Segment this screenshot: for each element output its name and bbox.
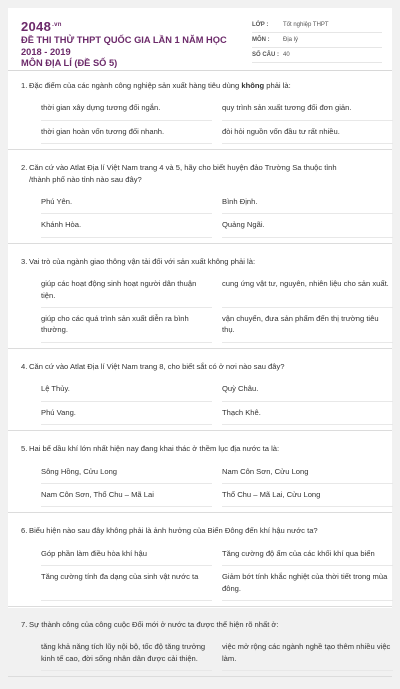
answer-option[interactable]: Phú Yên. <box>41 191 212 214</box>
question-divider <box>8 671 392 677</box>
answer-option[interactable]: Sông Hồng, Cửu Long <box>41 461 212 484</box>
meta-value: Tốt nghiệp THPT <box>283 22 329 28</box>
answer-option[interactable]: Quảng Ngãi. <box>222 214 393 237</box>
question-prompt-part: Đặc điểm của các ngành công nghiệp sản xuất hàng tiêu dùng <box>29 81 242 90</box>
answer-option[interactable]: Bình Định. <box>222 191 393 214</box>
question-number: 6. <box>21 526 28 536</box>
answer-option[interactable]: tăng khả năng tích lũy nội bộ, tốc độ tăng trưởng kinh tế cao, đời sống nhân dân được cải thiện. <box>41 636 212 671</box>
answer-option[interactable]: vận chuyển, đưa sản phẩm đến thị trường tiêu thụ. <box>222 308 393 343</box>
question-prompt <box>29 619 359 630</box>
answer-option[interactable]: Thổ Chu – Mã Lai, Cửu Long <box>222 484 393 507</box>
question-block <box>8 361 392 431</box>
question-divider <box>8 238 392 244</box>
answer-options <box>8 543 392 601</box>
answer-option[interactable]: Giảm bớt tính khắc nghiệt của thời tiết trong mùa đông. <box>222 566 393 601</box>
answer-option[interactable]: cung ứng vật tư, nguyên, nhiên liệu cho sản xuất. <box>222 273 393 308</box>
question-text <box>8 525 392 536</box>
answer-option[interactable]: Tăng cường độ ẩm của các khối khí qua biển <box>222 543 393 566</box>
question-list <box>8 80 392 689</box>
meta-key: MÔN : <box>252 37 270 43</box>
answer-option[interactable]: thời gian xây dựng tương đối ngắn. <box>41 97 212 120</box>
answer-option[interactable]: Nam Côn Sơn, Cửu Long <box>222 461 393 484</box>
question-prompt <box>29 162 359 185</box>
answer-option[interactable]: quy trình sản xuất tương đối đơn giản. <box>222 97 393 120</box>
answer-option[interactable]: đòi hỏi nguồn vốn đầu tư rất nhiều. <box>222 121 393 144</box>
logo-text: 2048 <box>21 19 52 34</box>
answer-option[interactable]: Góp phần làm điều hòa khí hậu <box>41 543 212 566</box>
question-prompt-part: Sự thành công của công cuộc Đổi mới ở nước ta được thể hiện rõ nhất ở: <box>29 619 279 629</box>
question-number: 7. <box>21 619 28 629</box>
question-number: 1. <box>21 81 28 90</box>
meta-value: Địa lý <box>283 37 299 43</box>
question-block <box>8 80 392 150</box>
answer-options <box>8 378 392 425</box>
question-block <box>8 525 392 607</box>
question-prompt-part: Căn cứ vào Atlat Địa lí Việt Nam trang 4 và 5, hãy cho biết huyện đảo Trường Sa thuộc tỉnh /thành phố nào tỉnh nào sau đây? <box>29 163 337 184</box>
answer-options <box>8 273 392 343</box>
question-text <box>8 619 392 630</box>
answer-option[interactable]: Khánh Hòa. <box>41 214 212 237</box>
question-block <box>8 162 392 244</box>
meta-row-subject <box>252 33 382 48</box>
question-block <box>8 443 392 513</box>
answer-option[interactable]: Lệ Thủy. <box>41 378 212 401</box>
question-text <box>8 162 392 185</box>
question-number: 5. <box>21 444 28 454</box>
answer-option[interactable]: thời gian hoàn vốn tương đối nhanh. <box>41 121 212 144</box>
answer-option[interactable]: Nam Côn Sơn, Thổ Chu – Mã Lai <box>41 484 212 507</box>
exam-title-line-1: ĐỀ THI THỬ THPT QUỐC GIA LẦN 1 NĂM HỌC 2018 - 2019 <box>21 35 227 57</box>
question-divider <box>8 144 392 150</box>
question-prompt-part: phải là: <box>264 81 291 90</box>
question-prompt <box>29 80 359 91</box>
question-prompt <box>29 256 359 267</box>
answer-option[interactable]: giúp các hoạt động sinh hoạt người dân thuận tiện. <box>41 273 212 308</box>
answer-option[interactable]: Tăng cường tính đa dạng của sinh vật nước ta <box>41 566 212 601</box>
question-text <box>8 443 392 454</box>
question-prompt-part: Vai trò của ngành giao thông vận tải đối với sản xuất không phải là: <box>29 256 256 266</box>
exam-header <box>8 8 392 71</box>
question-number: 3. <box>21 256 28 266</box>
question-divider <box>8 507 392 513</box>
answer-options <box>8 191 392 238</box>
answer-option[interactable]: giúp cho các quá trình sản xuất diễn ra bình thường. <box>41 308 212 343</box>
question-prompt-part: Hai bể dầu khí lớn nhất hiện nay đang khai thác ở thềm lục địa nước ta là: <box>29 444 280 454</box>
exam-sheet <box>8 8 392 663</box>
question-prompt <box>29 361 359 372</box>
question-block <box>8 619 392 677</box>
answer-options <box>8 461 392 508</box>
answer-option[interactable]: việc mở rộng các ngành nghề tạo thêm nhiều việc làm. <box>222 636 393 671</box>
meta-key: SỐ CÂU : <box>252 52 279 58</box>
question-number: 2. <box>21 163 28 173</box>
exam-title <box>21 35 246 70</box>
question-divider <box>8 425 392 431</box>
meta-row-class <box>252 18 382 33</box>
meta-key: LỚP : <box>252 22 269 28</box>
exam-meta-table <box>252 18 382 63</box>
answer-option[interactable]: Thạch Khê. <box>222 402 393 425</box>
question-text <box>8 256 392 267</box>
question-prompt <box>29 525 359 536</box>
site-logo[interactable] <box>21 19 62 34</box>
question-text <box>8 80 392 91</box>
question-divider <box>8 601 392 607</box>
answer-options <box>8 636 392 671</box>
question-text <box>8 361 392 372</box>
logo-suffix: .vn <box>52 21 62 28</box>
answer-option[interactable]: Phú Vang. <box>41 402 212 425</box>
question-prompt <box>29 443 359 454</box>
question-prompt-part: Biểu hiện nào sau đây không phải là ảnh hưởng của Biển Đông đến khí hậu nước ta? <box>29 526 318 536</box>
meta-value: 40 <box>283 52 290 58</box>
question-emphasis: không <box>241 81 265 90</box>
question-prompt-part: Căn cứ vào Atlat Địa lí Việt Nam trang 8, cho biết sắt có ở nơi nào sau đây? <box>29 361 285 371</box>
exam-title-line-2: MÔN ĐỊA LÍ (ĐỀ SỐ 5) <box>21 58 118 69</box>
question-divider <box>8 343 392 349</box>
meta-row-question-count <box>252 48 382 63</box>
answer-options <box>8 97 392 144</box>
question-number: 4. <box>21 361 28 371</box>
answer-option[interactable]: Quỳ Châu. <box>222 378 393 401</box>
question-block <box>8 256 392 349</box>
